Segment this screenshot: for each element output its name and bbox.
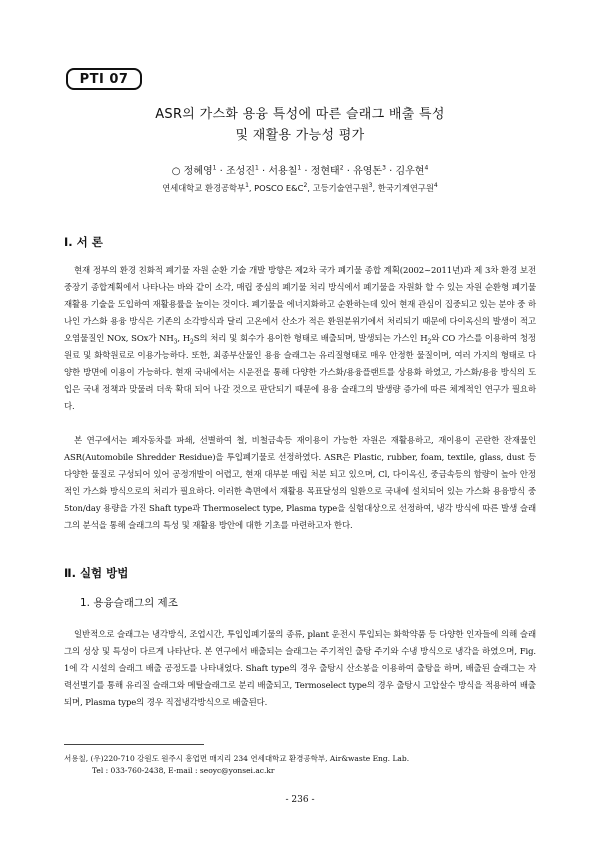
- intro-paragraph-2: 본 연구에서는 폐자동차를 파쇄, 선별하여 철, 비철금속등 재이용이 가능한 자원은 재활용하고, 재이용이 곤란한 잔재물인 ASR(Automobile Shredder Residue)을 투입폐기물로 선정하였다. ASR은 Plastic, rubber, foam, textile, glass, dust 등 다양한 물질로 구성되어 있어 공정개발이 어렵고, 현재 대부분 매립 처분 되고 있으며, Cl, 다이옥신, 중금속등의 함량이 높아 안정적인 가스화 방식으로의 처리가 필요하다. 이러한 측면에서 재활용 목표달성의 일환으로 국내에 설치되어 있는 가스화 용융방식 중 5ton/day 용량을 가진 Shaft type과 Thermoselect type, Plasma type을 실험대상으로 선정하여, 냉각 방식에 따른 발생 슬래그의 분석을 통해 슬래그의 특성 및 재활용 방안에 대한 기초를 마련하고자 한다.: [64, 435, 536, 530]
- author: 김우현$^4$: [395, 164, 429, 177]
- method-paragraph-1: 일반적으로 슬래그는 냉각방식, 조업시간, 투입입폐기물의 종류, plant 운전시 투입되는 화학약품 등 다양한 인자들에 의해 슬래그의 성상 및 특성이 다르게 나타난다. 본 연구에서 배출되는 슬래그는 주기적인 출탕 주기와 수냉 방식으로 냉각을 하였으며, Fig. 1에 각 시설의 슬래그 배출 공정도를 나타내었다. Shaft type의 경우 출탕시 산소봉을 이용하여 출탕을 하며, 배출된 슬래그는 자력선별기를 통해 유리질 슬래그와 메탈슬래그로 분리 배출되고, Termoselect type의 경우 출탕시 고압살수 방식을 적용하여 배출되며, Plasma type의 경우 직접냉각방식으로 배출된다.: [64, 629, 536, 707]
- author: 서용칠$^1$: [268, 164, 302, 177]
- presenter-marker: ○: [171, 166, 181, 177]
- paper-title-line1: ASR의 가스화 용융 특성에 따른 슬래그 배출 특성: [155, 107, 445, 122]
- author-list: ○ 정혜영$^1$ · 조성진$^1$ · 서용칠$^1$ · 정현태$^2$ · 유영돈$^3$ · 김우현$^4$: [171, 164, 429, 177]
- affiliation-list: 연세대학교 환경공학부$^1$, POSCO $E\&C^2$, 고등기술연구원$^3$, 한국기계연구원$^4$: [162, 182, 438, 193]
- affiliation: 연세대학교 환경공학부$^1$: [162, 182, 249, 193]
- section-heading-method: Ⅱ. 실험 방법: [64, 566, 129, 580]
- affiliation: POSCO $E\&C^2$: [254, 182, 308, 193]
- footnote-address: 서용칠, (우)220-710 강원도 원주시 흥업면 매지리 234 연세대학교 환경공학부, Air&waste Eng. Lab.: [64, 754, 410, 763]
- page-number: - 236 -: [285, 795, 315, 805]
- affiliation: 고등기술연구원$^3$: [312, 182, 373, 193]
- footnote-contact: Tel : 033-760-2438, E-mail : seoyc@yonsei.ac.kr: [92, 766, 275, 775]
- paper-title-line2: 및 재활용 가능성 평가: [235, 128, 365, 143]
- intro-paragraph-1: 현재 정부의 환경 친화적 폐기물 자원 순환 기술 개발 방향은 제2차 국가 폐기물 종합 계획(2002~2011년)과 제 3차 환경 보전 중장기 종합계획에서 나타나는 바와 같이 소각, 매립 중심의 폐기물 처리 방식에서 폐기물을 자원화 할 수 있는 자원 순환형 폐기물 재활용 기술을 도입하여 재활용률을 높이는 것이다. 폐기물을 에너지화하고 순환하는데 있어 현재 관심이 집중되고 있는 분야 중 하나인 가스화 용융 방식은 기존의 소각방식과 달리 고온에서 산소가 적은 환원분위기에서 처리되기 때문에 다이옥신의 발생이 적고 오염물질인 NOx, SOx가 $NH_3$, $H_2S$의 처리 및 회수가 용이한 형태로 배출되며, 발생되는 가스인 $H_2$와 CO 가스를 이용하여 청정원료 및 화학원료로 이용가능하다. 또한, 최종부산물인 용융 슬래그는 유리질형태로 매우 안정한 물질이며, 여러 가지의 형태로 다양한 방면에 이용이 가능하다. 현재 국내에서는 시운전을 통해 다양한 가스화/용융플랜트를 상용화 하였고, 가스화/용융 방식의 도입은 국내 정책과 맞물려 더욱 확대 되어 나갈 것으로 판단되기 때문에 용융 슬래그의 발생량 증가에 따른 체계적인 연구가 필요하다.: [64, 265, 536, 411]
- footnote: [64, 753, 409, 777]
- session-badge: PTI 07: [66, 68, 142, 90]
- subsection-heading-slag: 1. 용융슬래그의 제조: [80, 597, 178, 609]
- section-heading-intro: Ⅰ. 서 론: [64, 235, 103, 249]
- author: 유영돈$^3$: [353, 164, 386, 177]
- author: 정현태$^2$: [310, 164, 344, 177]
- author: 정혜영$^1$: [183, 164, 217, 177]
- author: 조성진$^1$: [226, 164, 259, 177]
- footnote-rule: [64, 744, 204, 745]
- affiliation: 한국기계연구원$^4$: [377, 182, 438, 193]
